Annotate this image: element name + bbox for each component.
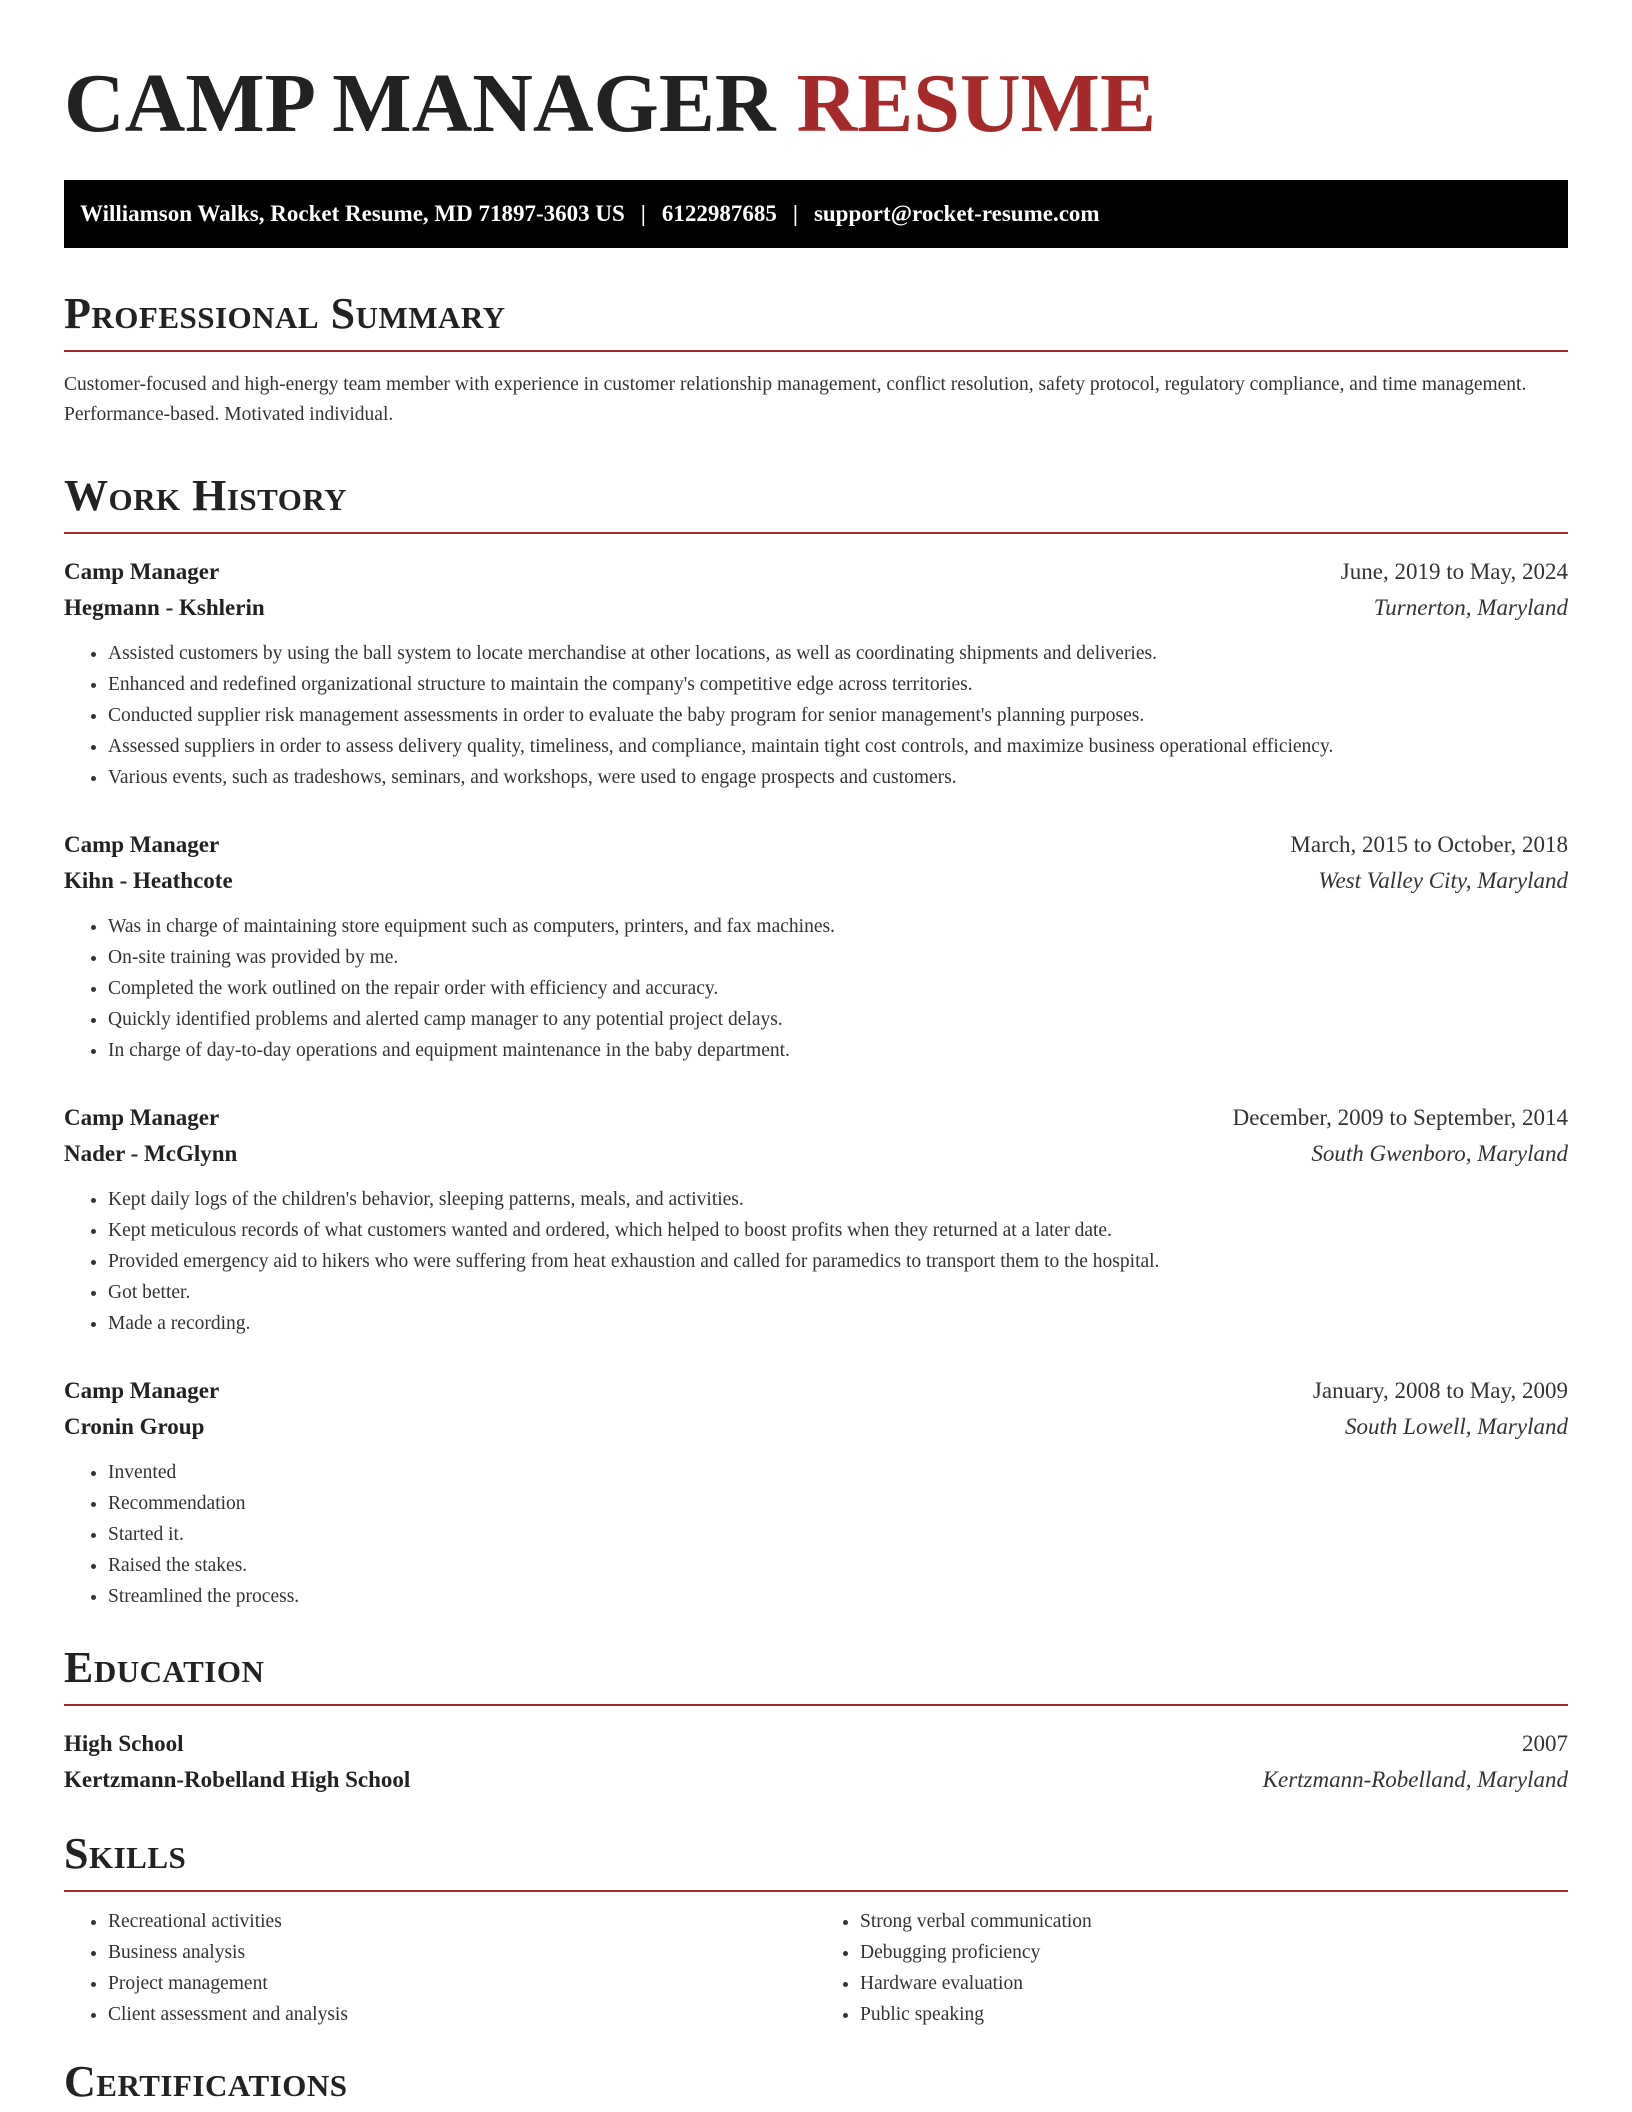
job-entry xyxy=(64,1373,1568,1612)
job-bullets xyxy=(64,1184,1568,1339)
list-item: • Hardware evaluation xyxy=(860,1968,1568,1999)
list-item: • Project management xyxy=(108,1968,816,1999)
list-item: • In charge of day-to-day operations and equipment maintenance in the baby department. xyxy=(108,1035,1568,1066)
list-item: • Quickly identified problems and alerted camp manager to any potential project delays. xyxy=(108,1004,1568,1035)
contact-phone: 6122987685 xyxy=(661,201,777,226)
job-company: Cronin Group xyxy=(64,1414,205,1439)
list-item: • Kept meticulous records of what customers wanted and ordered, which helped to boost profits when they returned at a later date. xyxy=(108,1215,1568,1246)
title-main: CAMP MANAGER xyxy=(64,57,776,150)
job-location: South Gwenboro, Maryland xyxy=(1311,1141,1568,1166)
education-degree: High School xyxy=(64,1731,184,1756)
job-company: Kihn - Heathcote xyxy=(64,868,233,893)
list-item: • Was in charge of maintaining store equipment such as computers, printers, and fax machines. xyxy=(108,911,1568,942)
job-title: Camp Manager xyxy=(64,832,220,857)
job-location: South Lowell, Maryland xyxy=(1345,1414,1568,1439)
list-item: • Assisted customers by using the ball system to locate merchandise at other locations, as well as coordinating shipments and deliveries. xyxy=(108,638,1568,669)
skills-columns xyxy=(64,1906,1568,2030)
section-heading: Work History xyxy=(64,474,1568,534)
list-item: • Made a recording. xyxy=(108,1308,1568,1339)
education-entry xyxy=(64,1726,1568,1798)
list-item: • Completed the work outlined on the repair order with efficiency and accuracy. xyxy=(108,973,1568,1004)
list-item: • Recommendation xyxy=(108,1488,1568,1519)
work-history-section xyxy=(64,471,1568,1612)
education-year: 2007 xyxy=(1522,1731,1568,1756)
section-heading: Certifications xyxy=(64,2057,348,2106)
job-dates: January, 2008 to May, 2009 xyxy=(1312,1378,1568,1403)
list-item: • Started it. xyxy=(108,1519,1568,1550)
job-location: West Valley City, Maryland xyxy=(1318,868,1568,893)
list-item: • Provided emergency aid to hikers who were suffering from heat exhaustion and called for paramedics to transport them to the hospital. xyxy=(108,1246,1568,1277)
list-item: • Raised the stakes. xyxy=(108,1550,1568,1581)
job-company: Hegmann - Kshlerin xyxy=(64,595,265,620)
education-school: Kertzmann-Robelland High School xyxy=(64,1767,411,1792)
list-item: • Assessed suppliers in order to assess delivery quality, timeliness, and compliance, maintain tight cost controls, and maximize business operational efficiency. xyxy=(108,731,1568,762)
section-heading: Skills xyxy=(64,1832,1568,1892)
contact-email: support@rocket-resume.com xyxy=(813,201,1100,226)
job-title: Camp Manager xyxy=(64,1378,220,1403)
job-entry xyxy=(64,554,1568,793)
contact-separator: | xyxy=(792,201,798,226)
list-item: • Got better. xyxy=(108,1277,1568,1308)
contact-separator: | xyxy=(640,201,646,226)
job-dates: December, 2009 to September, 2014 xyxy=(1232,1105,1568,1130)
list-item: • Recreational activities xyxy=(108,1906,816,1937)
job-bullets xyxy=(64,1457,1568,1612)
job-entry xyxy=(64,1100,1568,1339)
job-location: Turnerton, Maryland xyxy=(1373,595,1568,620)
list-item: • Debugging proficiency xyxy=(860,1937,1568,1968)
list-item: • Kept daily logs of the children's behavior, sleeping patterns, meals, and activities. xyxy=(108,1184,1568,1215)
list-item: • Strong verbal communication xyxy=(860,1906,1568,1937)
resume-title xyxy=(64,57,1568,150)
job-bullets xyxy=(64,638,1568,793)
list-item: • Invented xyxy=(108,1457,1568,1488)
list-item: • Public speaking xyxy=(860,1999,1568,2030)
education-section xyxy=(64,1643,1568,1798)
skills-section xyxy=(64,1829,1568,2030)
certifications-section xyxy=(64,2057,1568,2112)
section-heading: Education xyxy=(64,1646,1568,1706)
job-dates: June, 2019 to May, 2024 xyxy=(1340,559,1568,584)
section-heading: Professional Summary xyxy=(64,292,1568,352)
list-item: • Conducted supplier risk management assessments in order to evaluate the baby program for senior management's planning purposes. xyxy=(108,700,1568,731)
job-title: Camp Manager xyxy=(64,1105,220,1130)
contact-address: Williamson Walks, Rocket Resume, MD 71897-3603 US xyxy=(80,201,625,226)
list-item: • Business analysis xyxy=(108,1937,816,1968)
title-accent: RESUME xyxy=(796,57,1156,150)
list-item: • Client assessment and analysis xyxy=(108,1999,816,2030)
list-item: • Various events, such as tradeshows, seminars, and workshops, were used to engage prospects and customers. xyxy=(108,762,1568,793)
list-item: • Streamlined the process. xyxy=(108,1581,1568,1612)
job-entry xyxy=(64,827,1568,1066)
job-company: Nader - McGlynn xyxy=(64,1141,238,1166)
summary-text: Customer-focused and high-energy team member with experience in customer relationship management, conflict resolution, safety protocol, regulatory compliance, and time management. Performance-based. Motivated individual. xyxy=(64,374,1527,425)
list-item: • On-site training was provided by me. xyxy=(108,942,1568,973)
skills-list-left xyxy=(64,1906,816,2030)
job-dates: March, 2015 to October, 2018 xyxy=(1290,832,1568,857)
job-bullets xyxy=(64,911,1568,1066)
list-item: • Enhanced and redefined organizational structure to maintain the company's competitive edge across territories. xyxy=(108,669,1568,700)
summary-section xyxy=(64,289,1568,430)
job-title: Camp Manager xyxy=(64,559,220,584)
skills-list-right xyxy=(816,1906,1568,2030)
education-location: Kertzmann-Robelland, Maryland xyxy=(1262,1767,1568,1792)
contact-bar xyxy=(64,180,1568,248)
